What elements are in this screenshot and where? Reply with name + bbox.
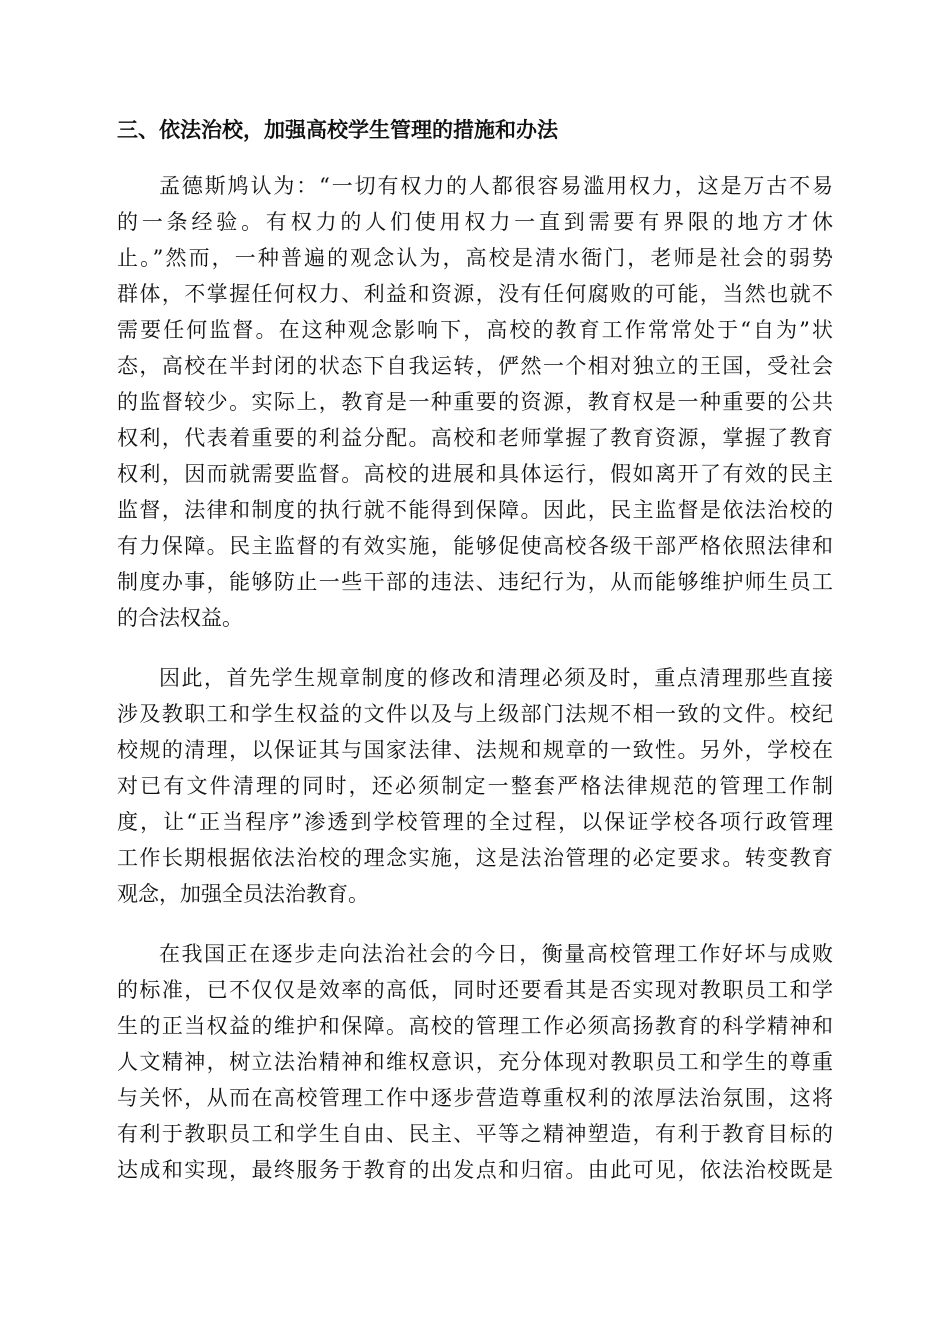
paragraph bbox=[117, 936, 833, 1188]
text-line: 的合法权益。 bbox=[117, 606, 243, 630]
text-line: 的一条经验。有权力的人们使用权力一直到需要有界限的地方才休 bbox=[117, 210, 833, 234]
document-page bbox=[117, 112, 833, 1212]
text-line: 观念，加强全员法治教育。 bbox=[117, 882, 369, 906]
text-line: 监督，法律和制度的执行就不能得到保障。因此，民主监督是依法治校的 bbox=[117, 498, 833, 522]
text-line: 孟德斯鸠认为：“一切有权力的人都很容易滥用权力，这是万古不易 bbox=[159, 174, 833, 198]
text-line: 态，高校在半封闭的状态下自我运转，俨然一个相对独立的王国，受社会 bbox=[117, 354, 833, 378]
text-line: 权利，代表着重要的利益分配。高校和老师掌握了教育资源，掌握了教育 bbox=[117, 426, 833, 450]
text-line: 需要任何监督。在这种观念影响下，高校的教育工作常常处于“自为”状 bbox=[117, 318, 833, 342]
text-line: 工作长期根据依法治校的理念实施，这是法治管理的必定要求。转变教育 bbox=[117, 846, 833, 870]
text-line: 制度办事，能够防止一些干部的违法、违纪行为，从而能够维护师生员工 bbox=[117, 570, 833, 594]
text-line: 度，让“正当程序”渗透到学校管理的全过程，以保证学校各项行政管理 bbox=[117, 810, 833, 834]
section-heading: 三、依法治校，加强高校学生管理的措施和办法 bbox=[117, 118, 558, 142]
text-line: 达成和实现，最终服务于教育的出发点和归宿。由此可见，依法治校既是 bbox=[117, 1158, 833, 1182]
text-line: 群体，不掌握任何权力、利益和资源，没有任何腐败的可能，当然也就不 bbox=[117, 282, 833, 306]
text-line: 的标准，已不仅仅是效率的高低，同时还要看其是否实现对教职员工和学 bbox=[117, 978, 833, 1002]
text-line: 因此，首先学生规章制度的修改和清理必须及时，重点清理那些直接 bbox=[159, 666, 833, 690]
text-line: 有力保障。民主监督的有效实施，能够促使高校各级干部严格依照法律和 bbox=[117, 534, 833, 558]
text-line: 人文精神，树立法治精神和维权意识，充分体现对教职员工和学生的尊重 bbox=[117, 1050, 833, 1074]
text-line: 在我国正在逐步走向法治社会的今日，衡量高校管理工作好坏与成败 bbox=[159, 942, 833, 966]
text-line: 止。”然而，一种普遍的观念认为，高校是清水衙门，老师是社会的弱势 bbox=[117, 246, 833, 270]
text-line: 生的正当权益的维护和保障。高校的管理工作必须高扬教育的科学精神和 bbox=[117, 1014, 833, 1038]
text-line: 校规的清理，以保证其与国家法律、法规和规章的一致性。另外，学校在 bbox=[117, 738, 833, 762]
text-line: 的监督较少。实际上，教育是一种重要的资源，教育权是一种重要的公共 bbox=[117, 390, 833, 414]
text-line: 与关怀，从而在高校管理工作中逐步营造尊重权利的浓厚法治氛围，这将 bbox=[117, 1086, 833, 1110]
paragraph bbox=[117, 660, 833, 912]
document-body bbox=[117, 168, 833, 1188]
text-line: 有利于教职员工和学生自由、民主、平等之精神塑造，有利于教育目标的 bbox=[117, 1122, 833, 1146]
paragraph bbox=[117, 168, 833, 636]
text-line: 涉及教职工和学生权益的文件以及与上级部门法规不相一致的文件。校纪 bbox=[117, 702, 833, 726]
text-line: 对已有文件清理的同时，还必须制定一整套严格法律规范的管理工作制 bbox=[117, 774, 833, 798]
text-line: 权利，因而就需要监督。高校的进展和具体运行，假如离开了有效的民主 bbox=[117, 462, 833, 486]
